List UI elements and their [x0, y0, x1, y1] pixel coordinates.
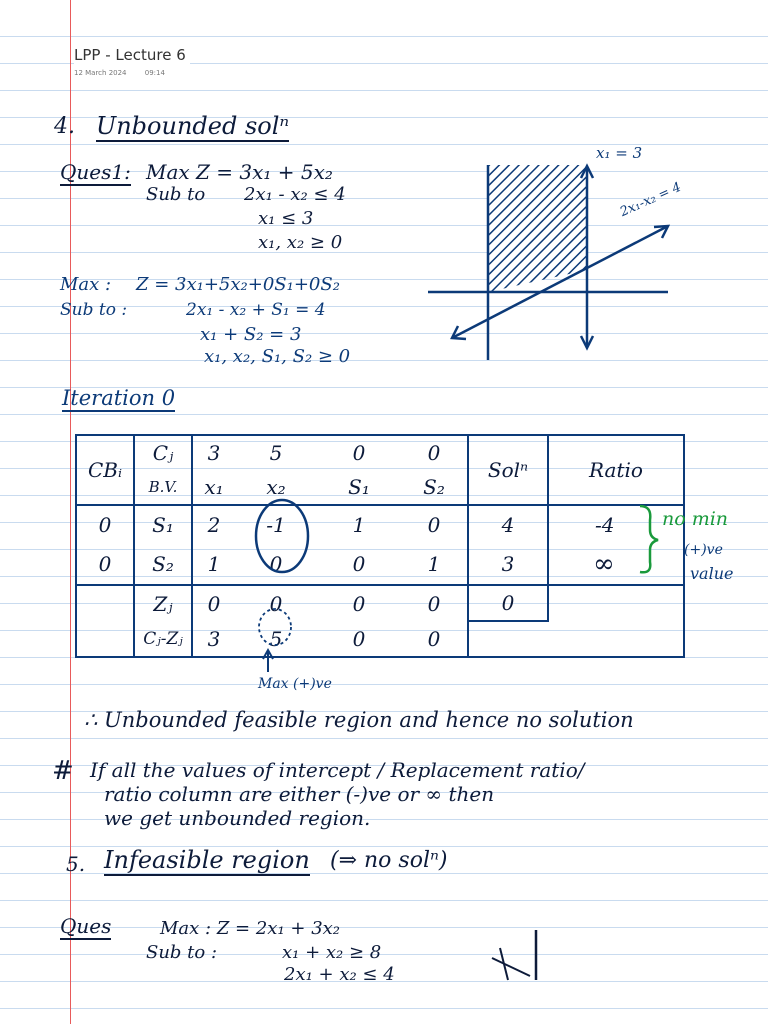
rule-line-3: we get unbounded region. [104, 806, 371, 830]
var-s1: S₁ [317, 470, 401, 505]
header-bv: B.V. [134, 470, 192, 505]
ques1-label: Ques1: [60, 160, 131, 184]
header-cb: CBᵢ [76, 435, 134, 505]
cj-s2: 0 [401, 435, 468, 470]
ques1-constraint-3: x₁, x₂ ≥ 0 [258, 232, 343, 253]
row2-sol: 3 [468, 544, 548, 585]
row2-cb: 0 [76, 544, 134, 585]
rule-hash: # [52, 756, 74, 786]
cjzj-x1: 3 [207, 626, 221, 651]
page-time: 09:14 [144, 69, 165, 77]
row2-s1: 0 [317, 544, 401, 585]
ques1-constraint-2: x₁ ≤ 3 [258, 208, 314, 229]
zj-x1: 0 [207, 591, 221, 616]
cjzj-label: Cⱼ-Zⱼ [134, 621, 192, 657]
row1-bv: S₁ [134, 505, 192, 544]
std-form-constraint-3: x₁, x₂, S₁, S₂ ≥ 0 [204, 346, 351, 367]
row2-x2: 0 [235, 544, 317, 585]
std-form-constraint-2: x₁ + S₂ = 3 [200, 324, 302, 345]
zj-sol: 0 [468, 585, 548, 621]
page-title: LPP - Lecture 6 [74, 46, 186, 64]
ques1-objective: Max Z = 3x₁ + 5x₂ [146, 160, 333, 184]
row1-sol: 4 [468, 505, 548, 544]
row1-x1: 2 [207, 513, 221, 537]
std-form-subject-to: Sub to : [60, 300, 128, 320]
row1-s1: 1 [352, 513, 366, 537]
header-cj: Cⱼ [134, 435, 192, 470]
sketch-line-1 [492, 958, 530, 976]
header-sol: Solⁿ [468, 435, 548, 505]
ques2-constraint-1: x₁ + x₂ ≥ 8 [282, 942, 382, 963]
section5-heading: Infeasible region [104, 846, 310, 874]
var-s2: S₂ [401, 470, 468, 505]
section4-number: 4. [54, 114, 75, 139]
conclusion-text: ∴ Unbounded feasible region and hence no solution [84, 708, 634, 732]
ques2-objective: Max : Z = 2x₁ + 3x₂ [160, 918, 341, 939]
rule-line-2: ratio column are either (-)ve or ∞ then [104, 782, 495, 806]
iteration-label: Iteration 0 [62, 386, 176, 410]
ques2-subject-to: Sub to : [146, 942, 218, 963]
std-form-label: Max : [60, 274, 112, 295]
cjzj-s2: 0 [401, 621, 468, 657]
graph-label-x1-eq-3: x₁ = 3 [596, 144, 643, 162]
row2-x1: 1 [192, 544, 235, 585]
row1-x2-pivot: -1 [266, 513, 286, 537]
section4-heading: Unbounded solⁿ [96, 112, 290, 140]
note-line-3: value [690, 564, 734, 583]
page-date: 12 March 2024 [74, 69, 127, 77]
row1-ratio: -4 [595, 513, 615, 537]
cj-x2: 5 [269, 441, 283, 465]
note-line-1: no min [662, 508, 729, 530]
zj-x2: 0 [269, 591, 283, 616]
zj-s1: 0 [352, 591, 366, 616]
ques1-subject-to: Sub to [146, 184, 206, 205]
var-x2: x₂ [235, 470, 317, 505]
rule-line-1: If all the values of intercept / Replacement ratio/ [90, 758, 585, 782]
row2-ratio: ∞ [548, 544, 684, 585]
row2-s2: 1 [401, 544, 468, 585]
note-line-2: (+)ve [684, 542, 723, 558]
var-x1: x₁ [192, 470, 235, 505]
section5-number: 5. [66, 852, 86, 876]
zj-s2: 0 [401, 585, 468, 621]
cjzj-s1: 0 [352, 626, 366, 651]
std-form-constraint-1: 2x₁ - x₂ + S₁ = 4 [186, 300, 326, 320]
graph-label-2x1-x2: 2x₁-x₂ = 4 [617, 179, 684, 220]
cjzj-x2: 5 [269, 626, 283, 651]
ques1-constraint-1: 2x₁ - x₂ ≤ 4 [244, 184, 346, 205]
row2-bv: S₂ [134, 544, 192, 585]
row1-cb: 0 [76, 505, 134, 544]
std-form-objective: Z = 3x₁+5x₂+0S₁+0S₂ [136, 274, 340, 295]
section5-heading-tail: (⇒ no solⁿ) [330, 848, 448, 873]
ques2-label: Ques [60, 914, 112, 938]
cj-s1: 0 [352, 441, 366, 465]
cj-x1: 3 [207, 441, 221, 465]
zj-label: Zⱼ [134, 585, 192, 621]
header-ratio: Ratio [589, 458, 643, 482]
ques2-constraint-2: 2x₁ + x₂ ≤ 4 [284, 964, 395, 980]
row1-s2: 0 [401, 505, 468, 544]
max-positive-label: Max (+)ve [258, 676, 332, 692]
